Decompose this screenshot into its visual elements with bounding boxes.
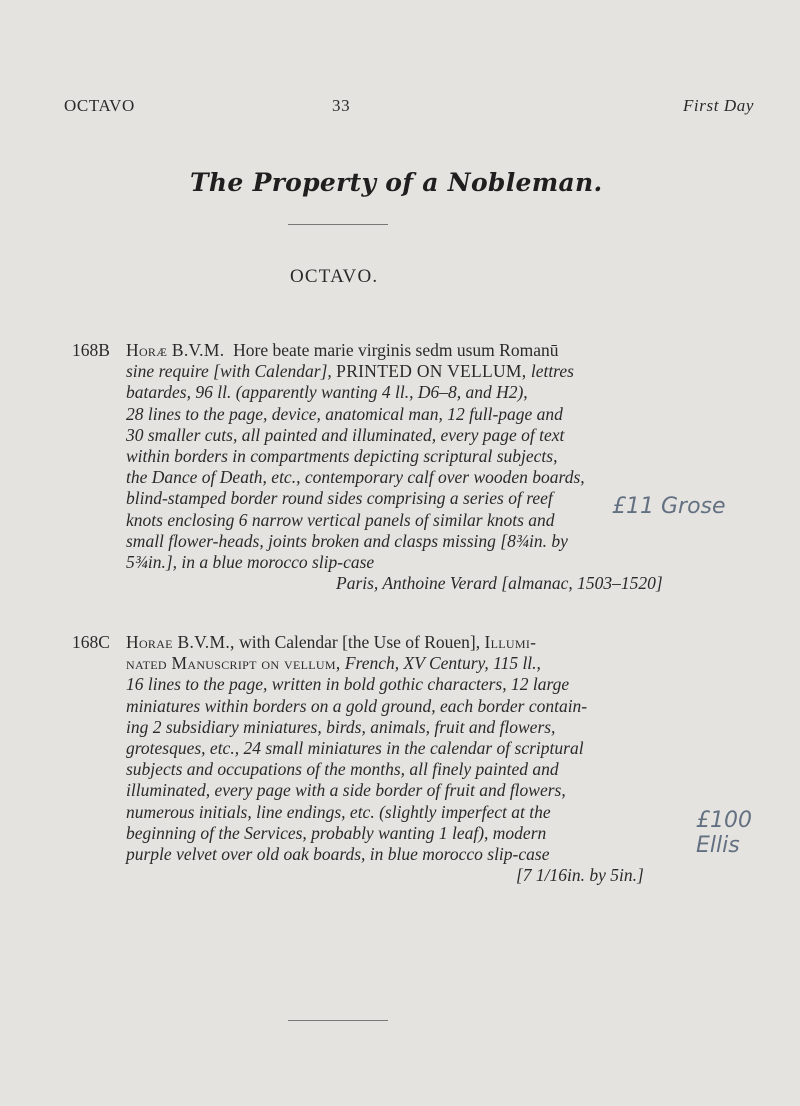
lot-imprint: Paris, Anthoine Verard [almanac, 1503–1520] bbox=[336, 573, 663, 594]
manuscript-note: nated Manuscript on vellum, bbox=[126, 653, 341, 674]
lot-heading: Horæ B.V.M. bbox=[126, 340, 225, 360]
page-number: 33 bbox=[332, 96, 351, 115]
lot-line: 16 lines to the page, written in bold gothic characters, 12 large bbox=[126, 674, 570, 695]
lot-description bbox=[72, 653, 712, 886]
lot-size: [7 1/16in. by 5in.] bbox=[516, 865, 644, 886]
lot-number: 168C bbox=[72, 632, 110, 652]
sale-day: First Day bbox=[682, 96, 754, 115]
lot-line: illuminated, every page with a side border of fruit and flowers, bbox=[126, 780, 566, 801]
lot-line: batardes, 96 ll. (apparently wanting 4 ll., D6–8, and H2), bbox=[126, 382, 528, 403]
lot-line: ing 2 subsidiary miniatures, birds, animals, fruit and flowers, bbox=[126, 716, 556, 737]
lot-line: grotesques, etc., 24 small miniatures in the calendar of scriptural bbox=[126, 738, 584, 759]
lot-line: the Dance of Death, etc., contemporary calf over wooden boards, bbox=[126, 467, 585, 488]
lot-line: blind-stamped border round sides comprising a series of reef bbox=[126, 488, 553, 509]
handwritten-annotation: £100 Ellis bbox=[696, 808, 752, 858]
lot-heading: Horae B.V.M., bbox=[126, 632, 235, 652]
running-head bbox=[64, 96, 754, 122]
bottom-rule bbox=[288, 1020, 388, 1021]
lot-line: subjects and occupations of the months, all finely painted and bbox=[126, 759, 559, 780]
lot-description bbox=[72, 361, 712, 594]
vellum-note: PRINTED ON VELLUM, bbox=[336, 361, 527, 382]
lot-title: Hore beate marie virginis sedm usum Romanū bbox=[233, 340, 559, 360]
lot-line: miniatures within borders on a gold ground, each border contain- bbox=[126, 695, 588, 716]
section-subtitle: OCTAVO. bbox=[290, 266, 379, 287]
lot-line: 30 smaller cuts, all painted and illuminated, every page of text bbox=[126, 424, 565, 445]
lot-heading-line: 168C Horae B.V.M., with Calendar [the Use of Rouen], Illumi- bbox=[72, 632, 537, 652]
lot-line: beginning of the Services, probably wanting 1 leaf), modern bbox=[126, 822, 547, 843]
section-title: The Property of a Nobleman. bbox=[190, 168, 603, 197]
lot-line: sine require [with Calendar], PRINTED ON VELLUM, lettres bbox=[126, 361, 574, 382]
title-rule bbox=[288, 224, 388, 225]
lot-line: small flower-heads, joints broken and clasps missing [8¾in. by bbox=[126, 530, 568, 551]
lot-number: 168B bbox=[72, 340, 110, 360]
lot-title: with Calendar [the Use of Rouen], bbox=[239, 632, 481, 652]
lot-entry-168c bbox=[72, 632, 712, 886]
lot-line: knots enclosing 6 narrow vertical panels of similar knots and bbox=[126, 509, 555, 530]
lot-heading-line bbox=[72, 340, 712, 361]
lot-line: 5¾in.], in a blue morocco slip-case bbox=[126, 552, 375, 573]
handwritten-annotation: £11 Grose bbox=[612, 494, 726, 519]
lot-line: within borders in compartments depicting scriptural subjects, bbox=[126, 446, 558, 467]
lot-line: purple velvet over old oak boards, in blue morocco slip-case bbox=[126, 844, 550, 865]
lot-line: nated Manuscript on vellum, French, XV Century, 115 ll., bbox=[126, 653, 541, 674]
lot-line: numerous initials, line endings, etc. (slightly imperfect at the bbox=[126, 801, 551, 822]
lot-entry-168b bbox=[72, 340, 712, 594]
running-head-format: OCTAVO bbox=[64, 96, 135, 115]
lot-line: 28 lines to the page, device, anatomical man, 12 full-page and bbox=[126, 403, 563, 424]
